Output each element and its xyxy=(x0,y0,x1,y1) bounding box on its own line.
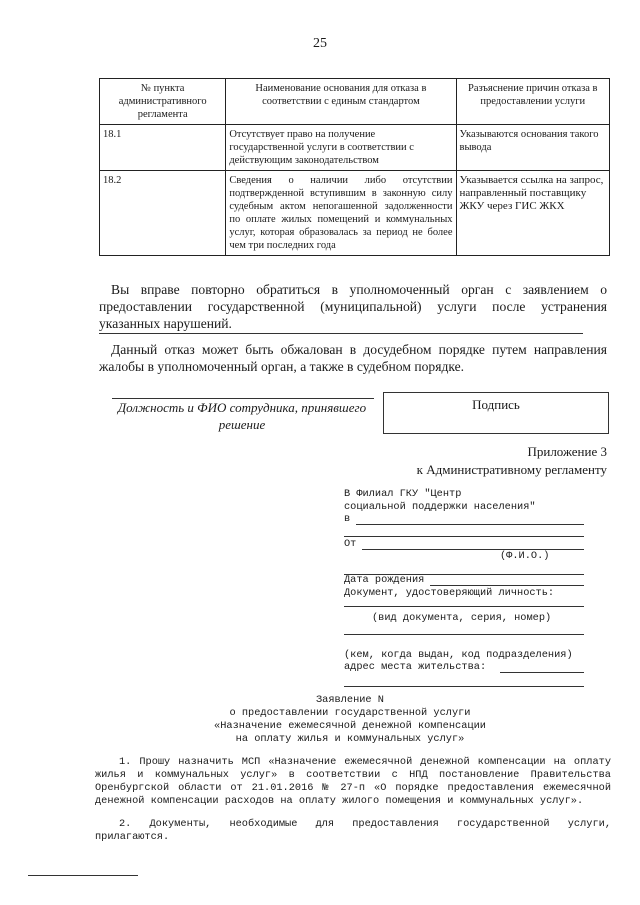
table-header-row xyxy=(100,79,610,125)
document-hint: (вид документа, серия, номер) xyxy=(372,612,552,624)
retry-paragraph: Вы вправе повторно обратиться в уполномоченный орган с заявлением о предоставлении государственной (муниципальной) услуги после устранения указанных нарушений. xyxy=(99,282,607,331)
position-label: Должность и ФИО сотрудника, принявшего решение xyxy=(117,400,367,432)
refusal-grounds-table xyxy=(99,78,610,256)
application-title xyxy=(150,694,550,746)
table-row xyxy=(100,125,610,171)
from-line xyxy=(362,549,584,550)
application-item-1: 1. Прошу назначить МСП «Назначение ежемесячной денежной компенсации на оплату жилья и коммунальных услуг» в соответствии с НПД постановление Правительства Оренбургской области от 21.01.2016 № 27-п «О порядке предоставления ежемесячной денежной компенсации расходов на оплату жилого помещения и коммунальных услуг». xyxy=(95,756,611,807)
signature-box xyxy=(383,392,609,434)
birth-label: Дата рождения xyxy=(344,574,425,586)
blank-line xyxy=(344,536,584,537)
blank-line xyxy=(344,606,584,607)
from-label: От xyxy=(344,538,357,550)
footnote-rule xyxy=(28,875,138,876)
annex-heading xyxy=(417,443,607,479)
recipient-in-label: в xyxy=(344,513,351,525)
annex-line-1: Приложение 3 xyxy=(527,444,607,459)
blank-line xyxy=(344,634,584,635)
row-explanation: Указываются основания такого вывода xyxy=(456,125,610,171)
row-reason: Сведения о наличии либо отсутствии подтвержденной вступившим в законную силу судебным актом непогашенной задолженности по оплате жилых помещений и коммунальных услуг, которая образовалась за период не более чем три последних года xyxy=(226,171,456,256)
document-label: Документ, удостоверяющий личность: xyxy=(344,587,555,599)
address-line xyxy=(500,672,584,673)
title-line-1: Заявление N xyxy=(316,694,384,706)
page-number: 25 xyxy=(313,36,327,51)
header-item-number: № пункта административного регламента xyxy=(100,79,226,125)
fio-hint: (Ф.И.О.) xyxy=(500,550,550,562)
table-row xyxy=(100,171,610,256)
title-line-2: о предоставлении государственной услуги xyxy=(229,707,471,719)
annex-line-2: к Административному регламенту xyxy=(416,462,607,477)
appeal-paragraph: Данный отказ может быть обжалован в досудебном порядке путем направления жалобы в уполномоченный орган, а также в судебном порядке. xyxy=(99,342,607,374)
header-ground-name: Наименование основания для отказа в соответствии с единым стандартом xyxy=(226,79,456,125)
row-number: 18.2 xyxy=(100,171,226,256)
application-item-2: 2. Документы, необходимые для предоставления государственной услуги, прилагаются. xyxy=(95,818,611,843)
divider-line xyxy=(99,333,583,334)
recipient-line-2: социальной поддержки населения" xyxy=(344,501,536,513)
blank-line xyxy=(344,686,584,687)
address-label: адрес места жительства: xyxy=(344,661,487,673)
title-line-4: на оплату жилья и коммунальных услуг» xyxy=(235,733,465,745)
row-number: 18.1 xyxy=(100,125,226,171)
issued-hint: (кем, когда выдан, код подразделения) xyxy=(344,649,573,661)
recipient-line-1: В Филиал ГКУ "Центр xyxy=(344,488,462,500)
birth-line xyxy=(430,585,584,586)
row-explanation: Указывается ссылка на запрос, направленный поставщику ЖКУ через ГИС ЖКХ xyxy=(456,171,610,256)
row-reason: Отсутствует право на получение государственной услуги в соответствии с действующим законодательством xyxy=(226,125,456,171)
recipient-in-line xyxy=(356,524,584,525)
header-explanation: Разъяснение причин отказа в предоставлении услуги xyxy=(456,79,610,125)
signature-label: Подпись xyxy=(472,397,520,412)
title-line-3: «Назначение ежемесячной денежной компенсации xyxy=(214,720,486,732)
